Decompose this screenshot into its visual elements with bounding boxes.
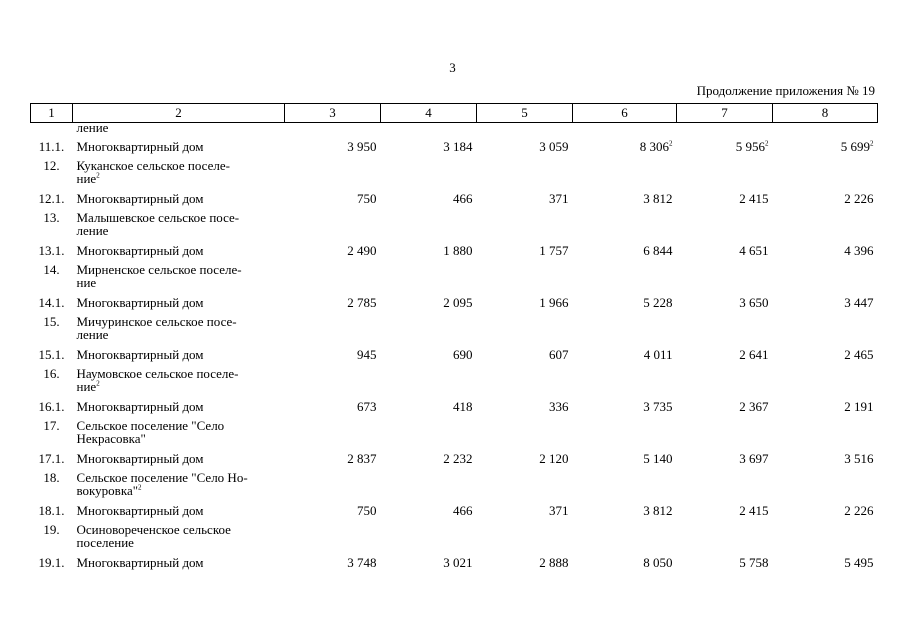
value-cell-c5	[477, 237, 573, 263]
settlement-name	[73, 523, 285, 549]
footnote-mark: 2	[669, 139, 673, 148]
value-text: 1 966	[539, 294, 569, 310]
value-text: 2 120	[539, 450, 569, 466]
value-text: 1 757	[539, 242, 569, 258]
value-cell-c6	[573, 237, 677, 263]
value-text: 3 697	[739, 450, 769, 466]
row-index	[31, 523, 73, 549]
footnote-mark: 2	[138, 483, 142, 492]
settlement-name-line2-text: ние	[76, 171, 97, 186]
settlement-name-line2-text: ление	[76, 223, 109, 238]
row-index	[31, 315, 73, 341]
row-index-text: 19.1.	[38, 554, 65, 570]
value-text: 2 095	[443, 294, 473, 310]
value-text: 2 837	[347, 450, 377, 466]
value-cell-c4	[381, 393, 477, 419]
row-name-text: Многоквартирный дом	[76, 346, 204, 362]
value-text: 690	[453, 346, 473, 362]
value-cell-c5	[477, 185, 573, 211]
value-cell-c5	[477, 289, 573, 315]
footnote-mark: 2	[96, 171, 100, 180]
row-index	[31, 445, 73, 471]
value-cell-c5	[477, 445, 573, 471]
header-cell-3: 3	[285, 104, 381, 123]
continuation-text: ление	[76, 120, 109, 135]
value-cell-c5	[477, 497, 573, 523]
value-cell-c8	[773, 549, 878, 575]
data-table	[30, 103, 878, 575]
value-cell-c7	[677, 289, 773, 315]
value-text: 336	[549, 398, 569, 414]
value-text: 945	[357, 346, 377, 362]
value-cell-c8	[773, 341, 878, 367]
row-index	[31, 367, 73, 393]
table-row	[31, 393, 878, 419]
settlement-name-line2	[77, 484, 281, 497]
value-cell-c8	[773, 133, 878, 159]
value-cell-c4	[381, 341, 477, 367]
row-name	[73, 549, 285, 575]
header-cell-2: 2	[73, 104, 285, 123]
value-text: 2 232	[443, 450, 473, 466]
settlement-name-line2	[77, 432, 281, 445]
value-cell-c8	[773, 445, 878, 471]
settlement-name-line1: Мичуринское сельское посе-	[76, 314, 237, 329]
row-index-text: 16.1.	[38, 398, 65, 414]
value-cell-c3	[285, 549, 381, 575]
row-index	[31, 133, 73, 159]
settlement-row	[31, 419, 878, 445]
value-text: 2 490	[347, 242, 377, 258]
value-text: 3 059	[539, 138, 569, 154]
settlement-row	[31, 263, 878, 289]
footnote-mark: 2	[870, 139, 874, 148]
value-text: 5 956	[735, 138, 765, 154]
value-cell-c4	[381, 549, 477, 575]
row-index	[31, 289, 73, 315]
value-text: 3 447	[844, 294, 874, 310]
row-index	[31, 237, 73, 263]
value-text: 466	[453, 502, 473, 518]
table-row	[31, 185, 878, 211]
row-index	[31, 497, 73, 523]
value-text: 371	[549, 502, 569, 518]
row-index-text: 17.1.	[38, 450, 65, 466]
settlement-name-line2-text: ние	[76, 275, 97, 290]
value-cell-c3	[285, 133, 381, 159]
row-index	[31, 263, 73, 289]
row-name	[73, 185, 285, 211]
value-text: 3 735	[643, 398, 673, 414]
value-text: 2 415	[739, 502, 769, 518]
settlement-name-line2-text: вокуровка"	[76, 483, 139, 498]
value-text: 5 228	[643, 294, 673, 310]
value-text: 371	[549, 190, 569, 206]
value-cell-c8	[773, 185, 878, 211]
value-text: 3 184	[443, 138, 473, 154]
row-name	[73, 133, 285, 159]
value-cell-c7	[677, 445, 773, 471]
settlement-name-line1: Осиновореченское сельское	[76, 522, 231, 537]
value-cell-c7	[677, 185, 773, 211]
table-row	[31, 445, 878, 471]
value-cell-c8	[773, 393, 878, 419]
footnote-mark: 2	[765, 139, 769, 148]
settlement-name-line2	[77, 276, 281, 289]
settlement-name-line1: Мирненское сельское поселе-	[76, 262, 242, 277]
row-name-text: Многоквартирный дом	[76, 502, 204, 518]
row-name	[73, 237, 285, 263]
value-cell-c7	[677, 133, 773, 159]
value-text: 4 651	[739, 242, 769, 258]
row-name-text: Многоквартирный дом	[76, 242, 204, 258]
settlement-row	[31, 523, 878, 549]
value-text: 2 465	[844, 346, 874, 362]
value-text: 2 415	[739, 190, 769, 206]
settlement-name-line2	[77, 536, 281, 549]
settlement-name	[73, 211, 285, 237]
table-row	[31, 289, 878, 315]
row-name	[73, 497, 285, 523]
row-index	[31, 549, 73, 575]
value-text: 3 748	[347, 554, 377, 570]
value-cell-c5	[477, 133, 573, 159]
table-row	[31, 133, 878, 159]
value-text: 750	[357, 502, 377, 518]
settlement-row	[31, 367, 878, 393]
value-text: 750	[357, 190, 377, 206]
value-text: 3 812	[643, 190, 673, 206]
settlement-name-line1: Куканское сельское поселе-	[76, 158, 230, 173]
value-cell-c4	[381, 497, 477, 523]
row-index	[31, 341, 73, 367]
value-text: 3 650	[739, 294, 769, 310]
settlement-name-line2	[77, 224, 281, 237]
value-text: 4 011	[643, 346, 673, 362]
value-text: 5 140	[643, 450, 673, 466]
settlement-name-line2	[77, 380, 281, 393]
value-text: 418	[453, 398, 473, 414]
settlement-name-line2-text: ние	[76, 379, 97, 394]
value-cell-c3	[285, 237, 381, 263]
row-index-text: 19.	[43, 522, 60, 537]
header-cell-5: 5	[477, 104, 573, 123]
value-cell-c6	[573, 185, 677, 211]
value-cell-c8	[773, 497, 878, 523]
value-cell-c4	[381, 289, 477, 315]
row-index-text: 13.1.	[38, 242, 65, 258]
value-cell-c6	[573, 497, 677, 523]
value-cell-c3	[285, 185, 381, 211]
settlement-name	[73, 159, 285, 185]
value-cell-c7	[677, 497, 773, 523]
value-text: 3 950	[347, 138, 377, 154]
value-cell-c6	[573, 341, 677, 367]
settlement-row	[31, 211, 878, 237]
row-index-text: 17.	[43, 418, 60, 433]
value-cell-c5	[477, 341, 573, 367]
settlement-row	[31, 471, 878, 497]
row-index	[31, 471, 73, 497]
row-name	[73, 445, 285, 471]
row-index	[31, 393, 73, 419]
settlement-name-line2-text: ление	[76, 327, 109, 342]
value-text: 3 516	[844, 450, 874, 466]
value-cell-c3	[285, 341, 381, 367]
settlement-name-line2-text: Некрасовка"	[76, 431, 146, 446]
header-cell-1: 1	[31, 104, 73, 123]
value-cell-c8	[773, 289, 878, 315]
value-cell-c7	[677, 237, 773, 263]
row-name-text: Многоквартирный дом	[76, 294, 204, 310]
table-row	[31, 341, 878, 367]
row-name	[73, 393, 285, 419]
row-name-text: Многоквартирный дом	[76, 138, 204, 154]
value-cell-c4	[381, 237, 477, 263]
value-cell-c5	[477, 393, 573, 419]
value-cell-c3	[285, 497, 381, 523]
row-name-text: Многоквартирный дом	[76, 554, 204, 570]
value-cell-c3	[285, 445, 381, 471]
value-cell-c7	[677, 393, 773, 419]
page-number: 3	[449, 60, 456, 75]
row-index-text: 14.	[43, 262, 60, 277]
value-text: 2 191	[844, 398, 874, 414]
row-index-text: 13.	[43, 210, 60, 225]
row-index	[31, 185, 73, 211]
value-cell-c4	[381, 185, 477, 211]
table-body	[31, 120, 878, 576]
value-cell-c5	[477, 549, 573, 575]
row-name	[73, 341, 285, 367]
settlement-name-line2-text: поселение	[76, 535, 134, 550]
value-cell-c3	[285, 393, 381, 419]
value-cell-c6	[573, 133, 677, 159]
continuation-label: Продолжение приложения № 19	[696, 83, 875, 98]
value-cell-c3	[285, 289, 381, 315]
value-text: 8 050	[643, 554, 673, 570]
value-text: 2 641	[739, 346, 769, 362]
table-row	[31, 237, 878, 263]
value-cell-c6	[573, 393, 677, 419]
table-row	[31, 549, 878, 575]
row-name	[73, 289, 285, 315]
value-cell-c6	[573, 549, 677, 575]
value-text: 3 021	[443, 554, 473, 570]
settlement-name-line2	[77, 172, 281, 185]
header-cell-4: 4	[381, 104, 477, 123]
settlement-row	[31, 315, 878, 341]
settlement-name-line1: Наумовское сельское поселе-	[76, 366, 239, 381]
row-index-text: 16.	[43, 366, 60, 381]
row-index	[31, 159, 73, 185]
row-index-text: 14.1.	[38, 294, 65, 310]
row-index-text: 18.	[43, 470, 60, 485]
settlement-row	[31, 159, 878, 185]
row-name-text: Многоквартирный дом	[76, 190, 204, 206]
header-cell-6: 6	[573, 104, 677, 123]
row-index-text: 18.1.	[38, 502, 65, 518]
row-index-text: 15.1.	[38, 346, 65, 362]
value-text: 4 396	[844, 242, 874, 258]
value-text: 6 844	[643, 242, 673, 258]
value-cell-c4	[381, 445, 477, 471]
value-text: 2 888	[539, 554, 569, 570]
row-index-text: 12.1.	[38, 190, 65, 206]
value-cell-c6	[573, 289, 677, 315]
settlement-name-line1: Сельское поселение "Село Но-	[76, 470, 248, 485]
table-row	[31, 497, 878, 523]
row-index-text: 12.	[43, 158, 60, 173]
settlement-name-line2	[77, 328, 281, 341]
header-cell-7: 7	[677, 104, 773, 123]
row-index-text: 11.1.	[38, 138, 65, 154]
value-text: 5 495	[844, 554, 874, 570]
value-text: 2 367	[739, 398, 769, 414]
value-text: 8 306	[639, 138, 669, 154]
value-text: 607	[549, 346, 569, 362]
value-text: 1 880	[443, 242, 473, 258]
settlement-name	[73, 471, 285, 497]
header-cell-8: 8	[773, 104, 878, 123]
settlement-name-line1: Малышевское сельское посе-	[76, 210, 240, 225]
settlement-name	[73, 315, 285, 341]
value-text: 673	[357, 398, 377, 414]
value-text: 5 758	[739, 554, 769, 570]
value-cell-c6	[573, 445, 677, 471]
value-cell-c7	[677, 341, 773, 367]
row-index-text: 15.	[43, 314, 60, 329]
row-index	[31, 211, 73, 237]
value-cell-c8	[773, 237, 878, 263]
continuation-row	[31, 123, 878, 134]
row-name-text: Многоквартирный дом	[76, 398, 204, 414]
row-index	[31, 419, 73, 445]
value-text: 2 226	[844, 502, 874, 518]
value-text: 3 812	[643, 502, 673, 518]
value-text: 5 699	[840, 138, 870, 154]
value-cell-c4	[381, 133, 477, 159]
settlement-name	[73, 367, 285, 393]
settlement-name	[73, 419, 285, 445]
value-cell-c7	[677, 549, 773, 575]
value-text: 2 785	[347, 294, 377, 310]
row-name-text: Многоквартирный дом	[76, 450, 204, 466]
value-text: 466	[453, 190, 473, 206]
settlement-name	[73, 263, 285, 289]
footnote-mark: 2	[96, 379, 100, 388]
value-text: 2 226	[844, 190, 874, 206]
settlement-name-line1: Сельское поселение "Село	[76, 418, 225, 433]
header-row	[31, 104, 878, 123]
